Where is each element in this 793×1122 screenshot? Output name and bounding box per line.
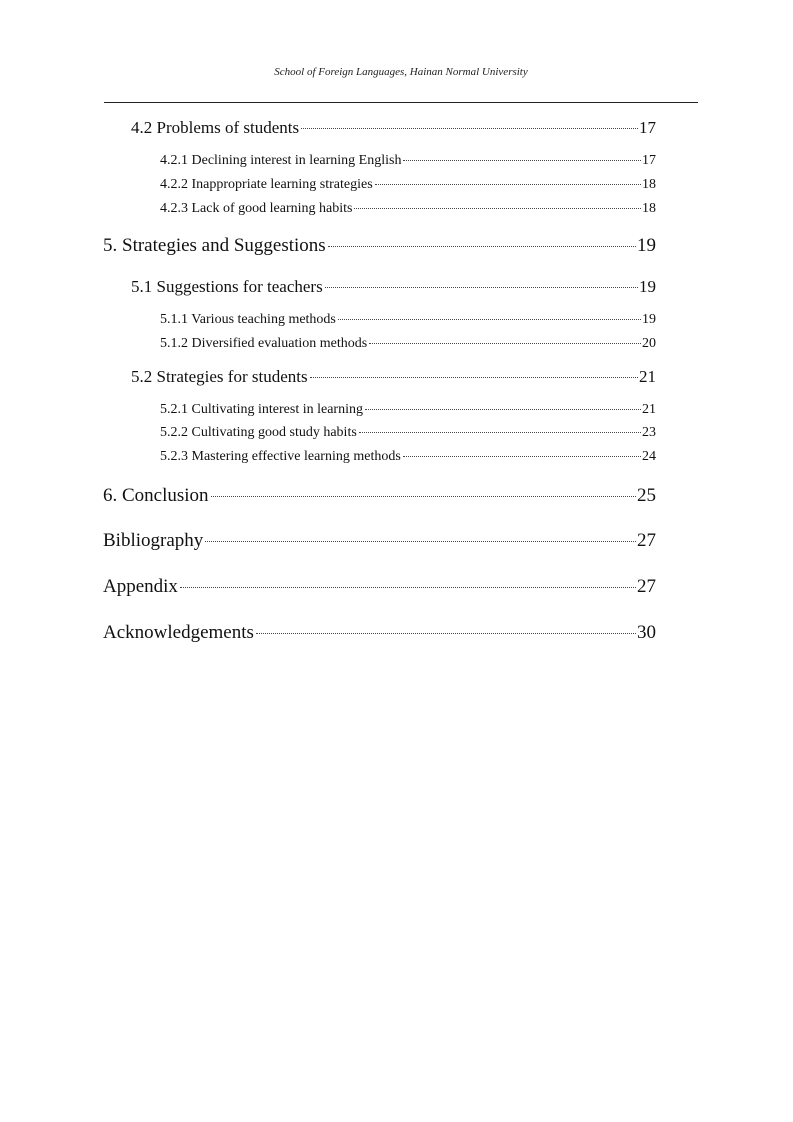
toc-entry-page: 18 [642, 201, 656, 216]
toc-entry-5-1-1[interactable] [160, 308, 656, 328]
toc-entry-5-2-2[interactable] [160, 421, 656, 441]
toc-entry-label: 5.1.2 Diversified evaluation methods [160, 336, 368, 351]
dot-leader [403, 442, 641, 457]
toc-entry-4-2-1[interactable] [160, 149, 656, 169]
toc-entry-label: Appendix [103, 576, 178, 597]
toc-entry-label: 5. Strategies and Suggestions [103, 235, 326, 256]
toc-entry-page: 21 [642, 402, 656, 417]
dot-leader [211, 477, 636, 497]
dot-leader [328, 227, 636, 247]
dot-leader [359, 418, 641, 433]
toc-entry-5-1-2[interactable] [160, 332, 656, 352]
toc-entry-label: 4.2.2 Inappropriate learning strategies [160, 177, 373, 192]
toc-entry-label: 5.2.3 Mastering effective learning methods [160, 449, 401, 464]
toc-entry-label: 5.2.1 Cultivating interest in learning [160, 402, 363, 417]
dot-leader [301, 111, 638, 129]
dot-leader [354, 194, 641, 209]
dot-leader [375, 170, 641, 185]
toc-entry-label: 4.2.3 Lack of good learning habits [160, 201, 353, 216]
toc-entry-page: 20 [642, 336, 656, 351]
toc-entry-page: 17 [642, 153, 656, 168]
toc-entry-page: 27 [637, 576, 656, 597]
header-text: School of Foreign Languages, Hainan Normal University [274, 66, 528, 78]
toc-entry-bibliography[interactable] [103, 526, 656, 552]
dot-leader [256, 614, 636, 634]
toc-entry-label: Bibliography [103, 530, 204, 551]
toc-entry-label: 5.2.2 Cultivating good study habits [160, 425, 357, 440]
toc-entry-4-2[interactable] [131, 115, 656, 138]
dot-leader [310, 360, 638, 378]
toc-entry-acknowledgements[interactable] [103, 618, 656, 644]
toc-entry-label: 5.1.1 Various teaching methods [160, 312, 336, 327]
dot-leader [403, 146, 641, 161]
toc-entry-page: 19 [639, 277, 656, 296]
toc-entry-page: 25 [637, 485, 656, 506]
toc-entry-5[interactable] [103, 231, 656, 257]
toc-entry-label: 5.1 Suggestions for teachers [131, 277, 323, 296]
dot-leader [325, 270, 638, 288]
toc-entry-label: 5.2 Strategies for students [131, 367, 308, 386]
toc-entry-page: 23 [642, 425, 656, 440]
toc-entry-page: 19 [637, 235, 656, 256]
toc-entry-page: 21 [639, 367, 656, 386]
toc-entry-page: 17 [639, 118, 656, 137]
toc-entry-page: 27 [637, 530, 656, 551]
toc-entry-5-2[interactable] [131, 364, 656, 387]
toc-entry-page: 18 [642, 177, 656, 192]
toc-entry-page: 19 [642, 312, 656, 327]
dot-leader [369, 329, 641, 344]
toc-entry-label: 4.2 Problems of students [131, 118, 300, 137]
dot-leader [205, 522, 636, 542]
toc-entry-4-2-3[interactable] [160, 197, 656, 217]
dot-leader [180, 568, 636, 588]
dot-leader [365, 395, 641, 410]
toc-entry-label: 4.2.1 Declining interest in learning English [160, 153, 402, 168]
toc-entry-appendix[interactable] [103, 572, 656, 598]
toc-entry-5-2-1[interactable] [160, 398, 656, 418]
toc-entry-5-2-3[interactable] [160, 445, 656, 465]
toc-entry-6[interactable] [103, 481, 656, 507]
toc-entry-label: Acknowledgements [103, 622, 254, 643]
toc-entry-page: 30 [637, 622, 656, 643]
toc-entry-page: 24 [642, 449, 656, 464]
toc-entry-label: 6. Conclusion [103, 485, 209, 506]
toc-entry-5-1[interactable] [131, 274, 656, 297]
toc-entry-4-2-2[interactable] [160, 173, 656, 193]
dot-leader [338, 305, 641, 320]
